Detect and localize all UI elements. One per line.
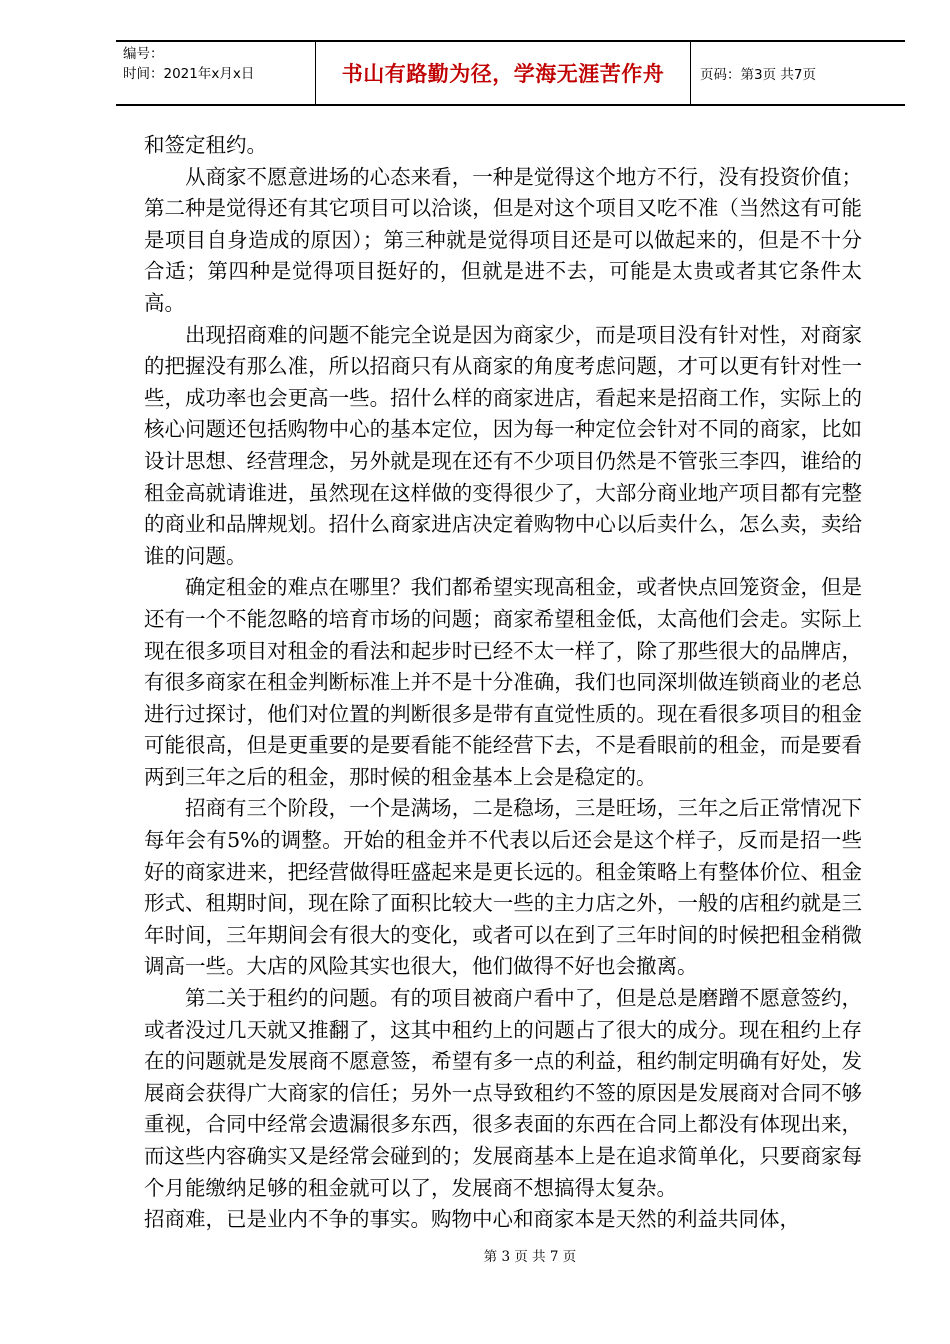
paragraph: 出现招商难的问题不能完全说是因为商家少，而是项目没有针对性，对商家的把握没有那么准，所以招商只有从商家的角度考虑问题，才可以更有针对性一些，成功率也会更高一些。招什么样的商家进店，看起来是招商工作，实际上的核心问题还包括购物中心的基本定位，因为每一种定位会针对不同的商家，比如设计思想、经营理念，另外就是现在还有不少项目仍然是不管张三李四，谁给的租金高就请谁进，虽然现在这样做的变得很少了，大部分商业地产项目都有完整的商业和品牌规划。招什么商家进店决定着购物中心以后卖什么，怎么卖，卖给谁的问题。 — [144, 322, 862, 568]
document-code-label: 编号： — [123, 46, 164, 62]
paragraph: 招商有三个阶段，一个是满场，二是稳场，三是旺场，三年之后正常情况下每年会有5%的调整。开始的租金并不代表以后还会是这个样子，反而是招一些好的商家进来，把经营做得旺盛起来是更长远的。租金策略上有整体价位、租金形式、租期时间，现在除了面积比较大一些的主力店之外，一般的店租约就是三年时间，三年期间会有很大的变化，或者可以在到了三年时间的时候把租金稍微调高一些。大店的风险其实也很大，他们做得不好也会撤离。 — [144, 796, 862, 979]
page-header — [116, 40, 905, 106]
header-motto: 书山有路勤为径，学海无涯苦作舟 — [316, 42, 691, 104]
page-footer: 第 3 页 共 7 页 — [483, 1249, 577, 1265]
paragraph: 招商难，已是业内不争的事实。购物中心和商家本是天然的利益共同体， — [144, 1207, 800, 1232]
header-meta — [116, 42, 316, 104]
paragraph: 确定租金的难点在哪里？我们都希望实现高租金，或者快点回笼资金，但是还有一个不能忽略的培育市场的问题；商家希望租金低，太高他们会走。实际上现在很多项目对租金的看法和起步时已经不太一样了，除了那些很大的品牌店，有很多商家在租金判断标准上并不是十分准确，我们也同深圳做连锁商业的老总进行过探讨，他们对位置的判断很多是带有直觉性质的。现在看很多项目的租金可能很高，但是更重要的是要看能不能经营下去，不是看眼前的租金，而是要看两到三年之后的租金，那时候的租金基本上会是稳定的。 — [144, 575, 862, 789]
document-body — [144, 130, 862, 1236]
paragraph: 从商家不愿意进场的心态来看，一种是觉得这个地方不行，没有投资价值；第二种是觉得还有其它项目可以洽谈，但是对这个项目又吃不准（当然这有可能是项目自身造成的原因）；第三种就是觉得项目还是可以做起来的，但是不十分合适；第四种是觉得项目挺好的，但就是进不去，可能是太贵或者其它条件太高。 — [144, 164, 862, 315]
document-time-label: 时间：2021年x月x日 — [123, 66, 255, 82]
header-page-info: 页码：第3页 共7页 — [700, 67, 816, 83]
paragraph: 第二关于租约的问题。有的项目被商户看中了，但是总是磨蹭不愿意签约，或者没过几天就又推翻了，这其中租约上的问题占了很大的成分。现在租约上存在的问题就是发展商不愿意签，希望有多一点的利益，租约制定明确有好处，发展商会获得广大商家的信任；另外一点导致租约不签的原因是发展商对合同不够重视，合同中经常会遗漏很多东西，很多表面的东西在合同上都没有体现出来，而这些内容确实又是经常会碰到的；发展商基本上是在追求简单化，只要商家每个月能缴纳足够的租金就可以了，发展商不想搞得太复杂。 — [144, 986, 862, 1200]
paragraph: 和签定租约。 — [144, 133, 267, 157]
